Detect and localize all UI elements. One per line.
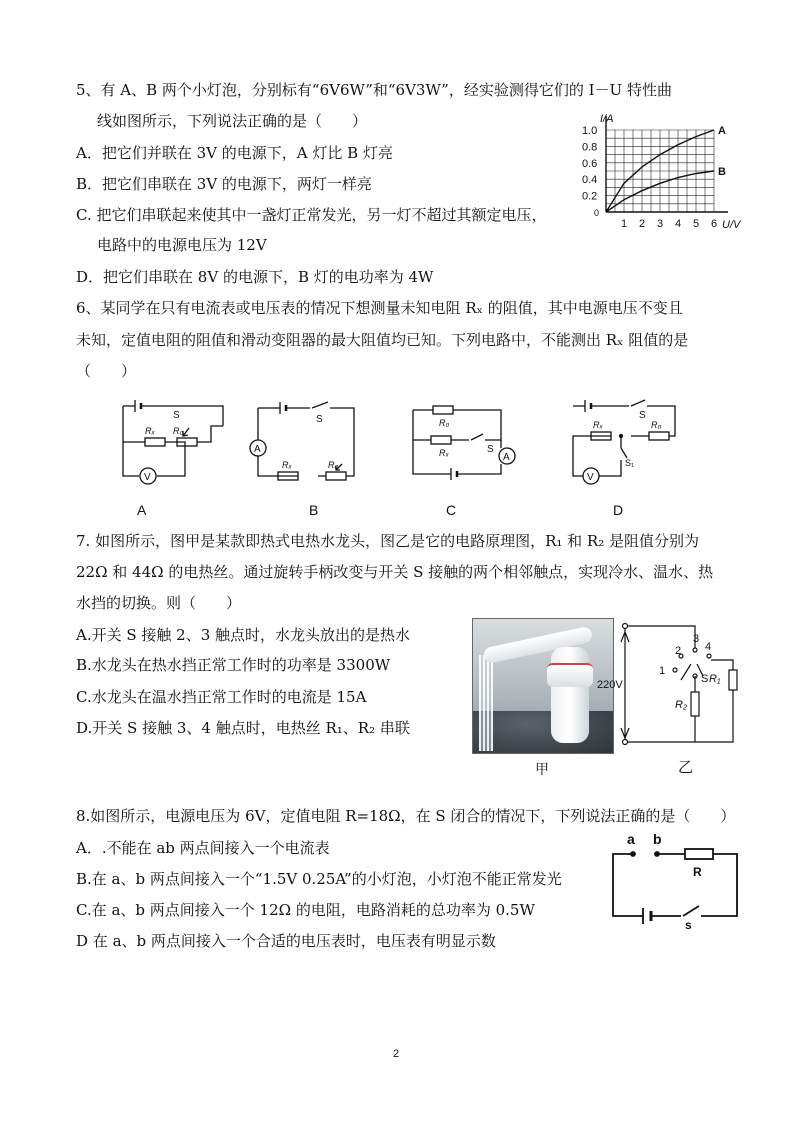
q6-stem-line2: 未知，定值电阻的阻值和滑动变阻器的最大阻值均已知。下列电路中，不能测出 Rₓ 阻值的是 <box>76 331 689 349</box>
label-point-b: b <box>653 831 662 847</box>
chart-ticks <box>582 125 717 230</box>
q6-stem-line3: （ ） <box>76 362 137 380</box>
y-tick-label: 0.4 <box>582 174 598 187</box>
q5-option-b: B．把它们串联在 3V 的电源下，两灯一样亮 <box>76 175 372 193</box>
ammeter-icon: A <box>503 452 510 463</box>
x-tick-label: 4 <box>675 218 682 230</box>
q8-option-d: D 在 a、b 两点间接入一个合适的电压表时，电压表有明显示数 <box>76 932 496 950</box>
label-220v: 220V <box>597 679 623 691</box>
q7-stem-line1: 7. 如图所示，图甲是某款即热式电热水龙头，图乙是它的电路原理图，R₁ 和 R₂ 是阻值分别为 <box>76 532 700 550</box>
q6-label-b: B <box>309 502 319 518</box>
q8-option-b: B.在 a、b 两点间接入一个“1.5V 0.25A”的小灯泡，小灯泡不能正常发光 <box>76 870 562 888</box>
label-r0: R₀ <box>439 418 450 428</box>
q6-stem-line1: 6、某同学在只有电流表或电压表的情况下想测量未知电阻 Rₓ 的阻值，其中电源电压不变且 <box>76 299 683 317</box>
q8-stem-line1: 8.如图所示，电源电压为 6V，定值电阻 R=18Ω，在 S 闭合的情况下，下列说法正确的是（ ） <box>76 807 736 825</box>
page-number: 2 <box>393 1048 400 1060</box>
label-r1: R₁ <box>709 673 721 685</box>
iu-characteristic-chart <box>582 112 770 232</box>
label-r0: R₀ <box>651 420 662 430</box>
q5-stem-line1: 5、有 A、B 两个小灯泡，分别标有“6V6W”和“6V3W”，经实验测得它们的 I－U 特性曲 <box>76 81 672 99</box>
y-tick-label: 0.2 <box>582 190 598 203</box>
label-s: S <box>639 410 646 421</box>
faucet-photo <box>472 618 614 754</box>
q5-option-c-line2: 电路中的电源电压为 12V <box>97 236 267 254</box>
label-rx: Rₓ <box>282 460 292 470</box>
label-s: S <box>701 673 709 685</box>
q6-circuit-a <box>115 398 225 488</box>
label-switch-s: s <box>685 918 692 932</box>
series-b-label: B <box>718 166 726 178</box>
y-tick-label: 0.6 <box>582 157 598 170</box>
q7-option-b: B.水龙头在热水挡正常工作时的功率是 3300W <box>76 656 391 674</box>
voltmeter-icon: V <box>587 472 594 483</box>
q7-stem-line2: 22Ω 和 44Ω 的电热丝。通过旋转手柄改变与开关 S 接触的两个相邻触点，实现冷水、温水、热 <box>76 563 714 581</box>
q6-circuit-c <box>405 398 515 488</box>
label-rx: Rₓ <box>439 448 449 458</box>
x-tick-label: 6 <box>711 218 718 230</box>
label-contact-2: 2 <box>675 645 682 657</box>
label-resistor-r: R <box>693 865 702 879</box>
label-r2: R₂ <box>675 699 688 711</box>
q5-option-a: A．把它们并联在 3V 的电源下，A 灯比 B 灯亮 <box>76 144 393 162</box>
q8-circuit-diagram <box>605 830 745 930</box>
label-s1: S₁ <box>625 458 635 468</box>
label-rx: Rₓ <box>145 426 155 436</box>
origin-label: 0 <box>594 208 600 218</box>
x-tick-label: 1 <box>621 218 628 230</box>
q6-label-a: A <box>137 502 147 518</box>
series-a-label: A <box>718 125 726 137</box>
label-contact-3: 3 <box>693 633 700 645</box>
q7-option-d: D.开关 S 接触 3、4 触点时，电热丝 R₁、R₂ 串联 <box>76 719 410 737</box>
label-contact-4: 4 <box>705 641 712 653</box>
x-tick-label: 2 <box>639 218 646 230</box>
q7-option-a: A.开关 S 接触 2、3 触点时，水龙头放出的是热水 <box>76 626 411 644</box>
figure-yi-label: 乙 <box>678 758 694 776</box>
q5-option-c-line1: C. 把它们串联起来使其中一盏灯正常发光，另一灯不超过其额定电压， <box>76 206 547 224</box>
q6-circuit-d <box>565 398 685 488</box>
q5-option-d: D．把它们串联在 8V 的电源下，B 灯的电功率为 4W <box>76 268 434 286</box>
q8-option-c: C.在 a、b 两点间接入一个 12Ω 的电阻，电路消耗的总功率为 0.5W <box>76 901 535 919</box>
chart-grid <box>606 130 714 212</box>
faucet-circuit-diagram <box>597 620 735 750</box>
q7-stem-line3: 水挡的切换。则（ ） <box>76 594 242 612</box>
label-r0: R₀ <box>328 460 339 470</box>
figure-jia-label: 甲 <box>535 762 549 778</box>
ammeter-icon: A <box>254 444 261 455</box>
y-axis-label: I/A <box>600 113 614 125</box>
y-tick-label: 0.8 <box>582 141 598 154</box>
y-tick-label: 1.0 <box>582 125 598 137</box>
x-axis-label: U/V <box>722 219 741 231</box>
q6-label-c: C <box>446 502 457 518</box>
q6-label-d: D <box>613 502 624 518</box>
q7-option-c: C.水龙头在温水挡正常工作时的电流是 15A <box>76 688 367 706</box>
label-r0: R₀ <box>173 426 184 436</box>
label-s: S <box>173 410 180 421</box>
label-point-a: a <box>627 831 635 847</box>
label-contact-1: 1 <box>659 665 666 677</box>
label-s: S <box>316 414 323 425</box>
label-s: S <box>487 444 494 455</box>
x-tick-label: 3 <box>657 218 664 230</box>
q8-option-a: A．.不能在 ab 两点间接入一个电流表 <box>76 839 330 857</box>
q6-circuit-b <box>250 398 360 488</box>
label-rx: Rₓ <box>593 420 603 430</box>
voltmeter-icon: V <box>144 472 151 483</box>
q5-stem-line2: 线如图所示，下列说法正确的是（ ） <box>97 112 368 130</box>
x-tick-label: 5 <box>693 218 700 230</box>
